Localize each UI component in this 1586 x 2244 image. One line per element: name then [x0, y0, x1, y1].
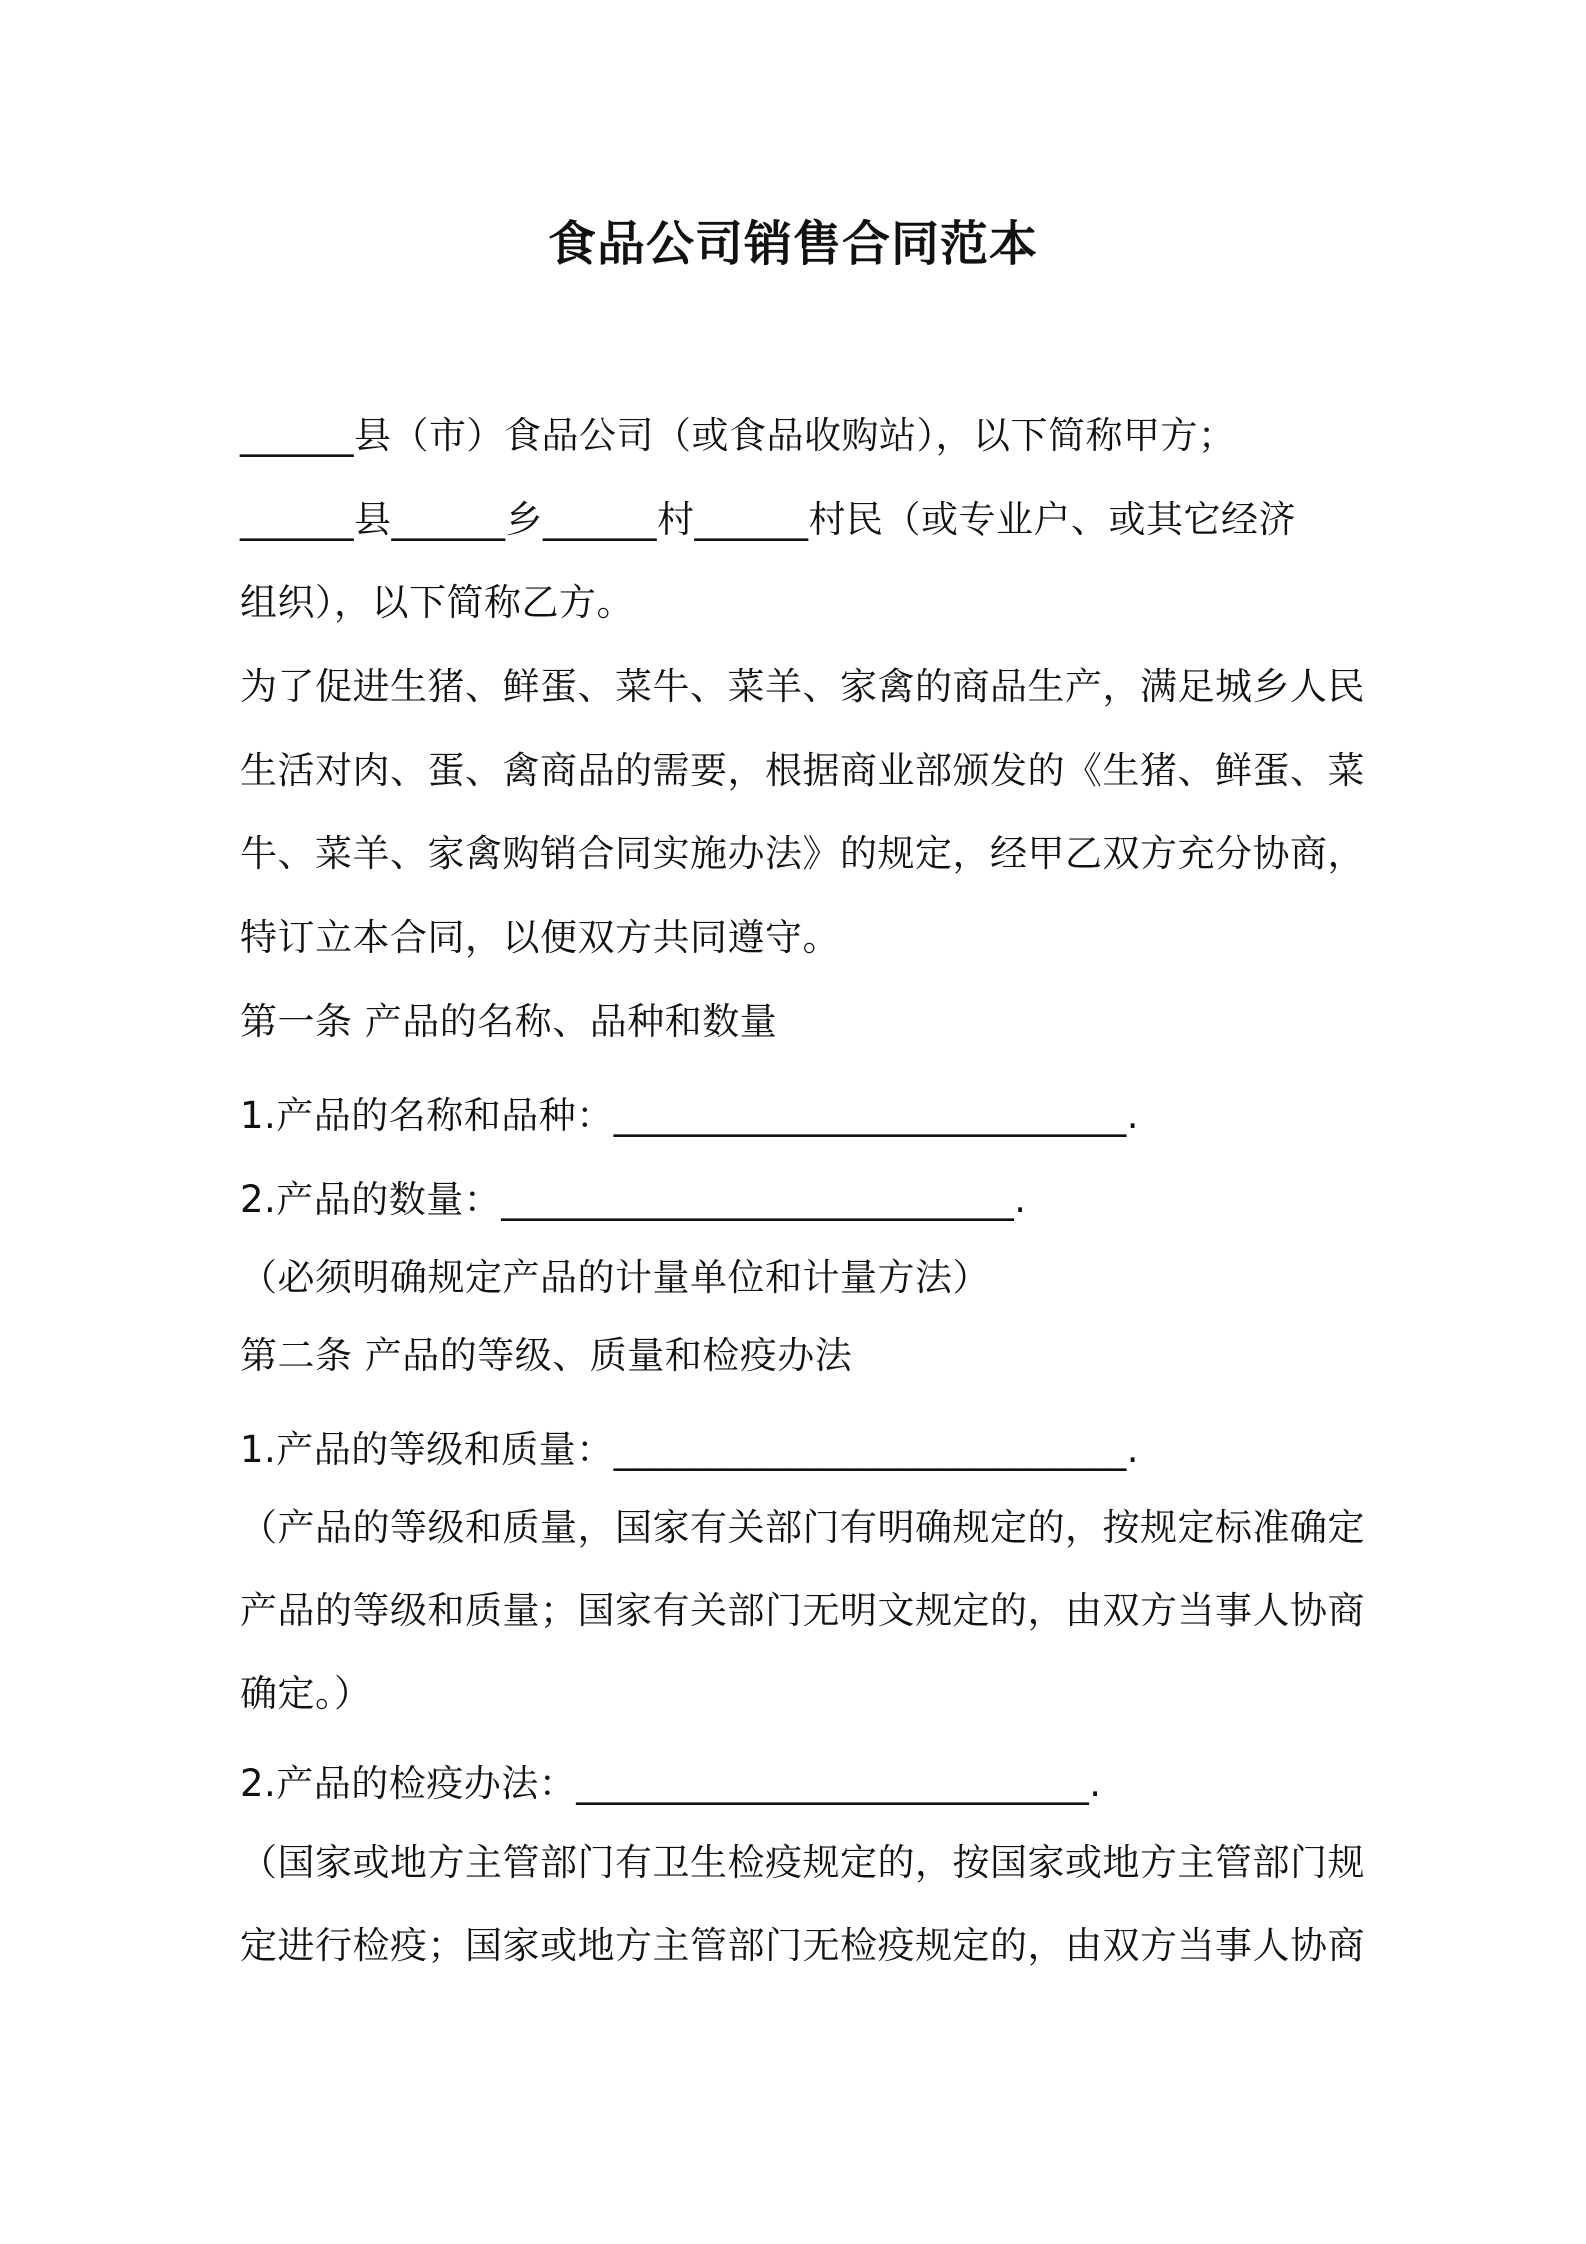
preamble-line-4: 特订立本合同，以便双方共同遵守。	[240, 916, 840, 959]
party-b-line: ______县______乡______村______村民（或专业户、或其它经济	[240, 498, 1296, 541]
article-2-note-line-2: 产品的等级和质量；国家有关部门无明文规定的，由双方当事人协商	[240, 1589, 1365, 1632]
article-1-note: （必须明确规定产品的计量单位和计量方法）	[240, 1256, 990, 1299]
article-2-item-2: 2.产品的检疫办法：___________________________.	[240, 1762, 1102, 1805]
preamble-line-1: 为了促进生猪、鲜蛋、菜牛、菜羊、家禽的商品生产，满足城乡人民	[240, 665, 1365, 708]
preamble-line-3: 牛、菜羊、家禽购销合同实施办法》的规定，经甲乙双方充分协商，	[240, 832, 1365, 875]
article-1-item-2: 2.产品的数量：___________________________.	[240, 1178, 1027, 1221]
article-2-item-1: 1.产品的等级和质量：___________________________.	[240, 1428, 1140, 1471]
party-a-line: ______县（市）食品公司（或食品收购站），以下简称甲方；	[240, 414, 1236, 457]
document-title: 食品公司销售合同范本	[547, 216, 1038, 272]
article-2-quarantine-line-2: 定进行检疫；国家或地方主管部门无检疫规定的，由双方当事人协商	[240, 1924, 1365, 1967]
article-2-heading: 第二条 产品的等级、质量和检疫办法	[240, 1334, 853, 1377]
article-2-note-line-1: （产品的等级和质量，国家有关部门有明确规定的，按规定标准确定	[240, 1506, 1365, 1549]
party-b-line-cont: 组织），以下简称乙方。	[240, 581, 634, 624]
preamble-line-2: 生活对肉、蛋、禽商品的需要，根据商业部颁发的《生猪、鲜蛋、菜	[240, 749, 1365, 792]
article-2-note-line-3: 确定。）	[240, 1672, 372, 1715]
article-1-heading: 第一条 产品的名称、品种和数量	[240, 1000, 778, 1043]
article-2-quarantine-line-1: （国家或地方主管部门有卫生检疫规定的，按国家或地方主管部门规	[240, 1841, 1365, 1884]
article-1-item-1: 1.产品的名称和品种：___________________________.	[240, 1094, 1140, 1137]
